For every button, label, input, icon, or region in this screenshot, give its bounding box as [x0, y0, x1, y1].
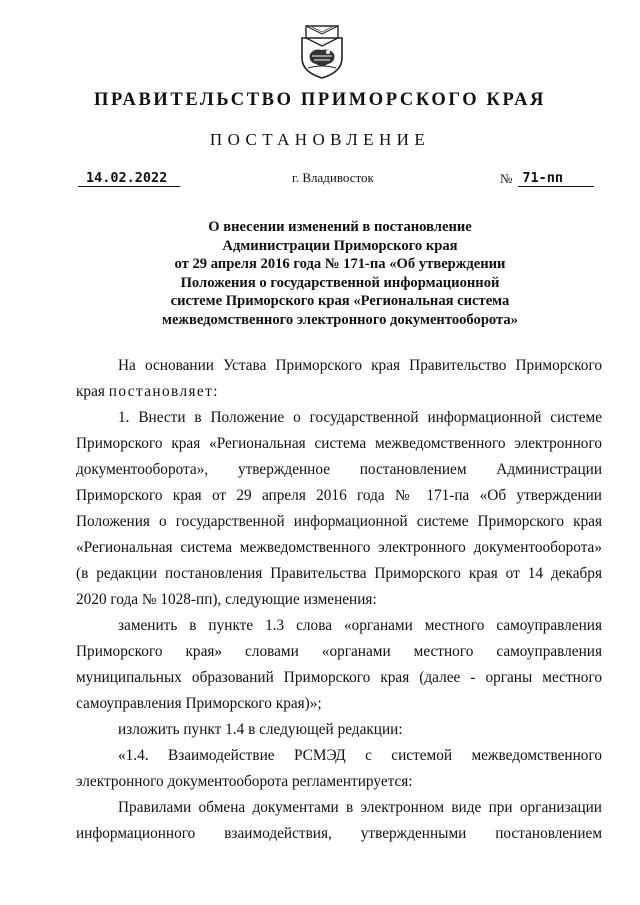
body-word-spaced: постановляет: [108, 383, 219, 400]
body-line [76, 379, 602, 405]
body-line: документооборота», утвержденное постановлением Администрации [76, 461, 602, 478]
government-name: ПРАВИТЕЛЬСТВО ПРИМОРСКОГО КРАЯ [93, 90, 546, 110]
document-city: г. Владивосток [292, 170, 374, 185]
document-date: 14.02.2022 [78, 170, 180, 187]
body-line: изложить пункт 1.4 в следующей редакции: [118, 721, 403, 738]
title-line: системе Приморского края «Региональная система [170, 293, 510, 310]
body-line: На основании Устава Приморского края Правительство Приморского [118, 357, 602, 374]
document-type: ПОСТАНОВЛЕНИЕ [209, 130, 431, 149]
document-body [76, 353, 602, 847]
body-line: заменить в пункте 1.3 слова «органами местного самоуправления [118, 617, 602, 634]
body-line: информационного взаимодействия, утвержденными постановлением [76, 825, 602, 842]
body-line: «1.4. Взаимодействие РСМЭД с системой межведомственного [118, 747, 602, 764]
body-line: Приморского края от 29 апреля 2016 года № 171-па «Об утверждении [76, 487, 602, 504]
title-line: межведомственного электронного документооборота» [162, 311, 518, 328]
body-line: (в редакции постановления Правительства Приморского края от 14 декабря [76, 565, 602, 582]
body-word: края [76, 383, 105, 400]
body-line: электронного документооборота регламентируется: [76, 773, 413, 790]
body-line: Приморского края» словами «органами местного самоуправления [76, 643, 602, 660]
number-sign: № [500, 171, 513, 186]
body-line: 1. Внести в Положение о государственной информационной системе [118, 409, 602, 426]
body-line: «Региональная система межведомственного электронного документооборота» [76, 539, 602, 556]
title-line: Положения о государственной информационной [180, 274, 500, 291]
body-line: Приморского края «Региональная система межведомственного электронного [76, 435, 602, 452]
document-title [80, 218, 600, 330]
body-line: самоуправления Приморского края)»; [76, 695, 322, 712]
body-line: Правилами обмена документами в электронном виде при организации [118, 799, 602, 816]
title-line: О внесении изменений в постановление [208, 219, 472, 235]
body-line: 2020 года № 1028-пп), следующие изменения: [76, 591, 377, 608]
document-number-block [500, 170, 594, 187]
body-line: Положения о государственной информационной системе Приморского края [76, 513, 602, 530]
body-line: муниципальных образований Приморского края (далее - органы местного [76, 669, 602, 686]
document-number: 71-пп [518, 170, 594, 187]
coat-of-arms-icon [298, 24, 346, 80]
title-line: от 29 апреля 2016 года № 171-па «Об утверждении [174, 256, 506, 273]
title-line: Администрации Приморского края [222, 237, 458, 254]
